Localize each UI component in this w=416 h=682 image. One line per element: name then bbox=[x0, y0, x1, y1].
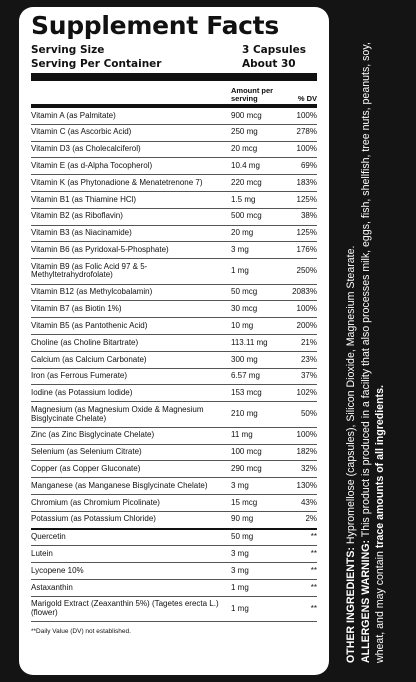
nutrient-amount: 10 mg bbox=[231, 320, 254, 330]
nutrient-dv: 176% bbox=[296, 245, 317, 255]
nutrient-amount: 3 mg bbox=[231, 245, 249, 255]
nutrient-amount: 50 mg bbox=[231, 532, 254, 542]
table-row bbox=[31, 530, 317, 547]
nutrient-dv: 23% bbox=[300, 354, 317, 364]
nutrient-dv: 183% bbox=[296, 177, 317, 187]
table-row bbox=[31, 445, 317, 462]
other-ingredients-text: Hypromellose (capsules), Silicon Dioxide, Magnesium Stearate. bbox=[345, 245, 357, 548]
table-row bbox=[31, 580, 317, 597]
allergens-text: This product is produced in a facility that also processes milk, eggs, fish, shellfish, tree nuts, peanuts, soy, wheat, and may contain bbox=[359, 42, 387, 663]
nutrient-dv: 43% bbox=[300, 497, 317, 507]
allergens-label: ALLERGENS WARNING: bbox=[359, 539, 372, 663]
table-row bbox=[31, 175, 317, 192]
nutrient-amount: 1 mg bbox=[231, 582, 249, 592]
nutrient-dv: 200% bbox=[296, 320, 317, 330]
table-row bbox=[31, 369, 317, 386]
nutrient-name: Vitamin E (as d-Alpha Tocopherol) bbox=[31, 161, 153, 171]
nutrient-dv: 21% bbox=[300, 337, 317, 347]
footnote: **Daily Value (DV) not established. bbox=[31, 628, 131, 636]
table-row bbox=[31, 242, 317, 259]
nutrient-dv: 130% bbox=[296, 480, 317, 490]
nutrient-name: Iron (as Ferrous Fumerate) bbox=[31, 371, 128, 381]
nutrient-amount: 153 mcg bbox=[231, 388, 262, 398]
nutrient-dv: 102% bbox=[296, 388, 317, 398]
nutrient-name: Lutein bbox=[31, 548, 53, 558]
allergens-emphasis: trace amounts of all ingredients. bbox=[374, 385, 387, 549]
nutrient-name: Marigold Extract (Zeaxanthin 5%) (Tagetes erecta L.) (flower) bbox=[31, 599, 219, 617]
table-row bbox=[31, 428, 317, 445]
nutrient-name: Magnesium (as Magnesium Oxide & Magnesium Bisglycinate Chelate) bbox=[31, 405, 204, 423]
table-row bbox=[31, 352, 317, 369]
thick-divider bbox=[31, 73, 317, 81]
nutrient-dv: 2% bbox=[305, 514, 317, 524]
table-row bbox=[31, 259, 317, 285]
table-row bbox=[31, 563, 317, 580]
table-row bbox=[31, 301, 317, 318]
nutrient-dv: 38% bbox=[300, 211, 317, 221]
table-row bbox=[31, 125, 317, 142]
servings-per-container-value: About 30 bbox=[242, 58, 296, 70]
nutrient-name: Copper (as Copper Gluconate) bbox=[31, 463, 141, 473]
nutrient-dv: ** bbox=[310, 565, 317, 575]
nutrient-amount: 210 mg bbox=[231, 409, 258, 419]
nutrient-dv: 100% bbox=[296, 110, 317, 120]
nutrient-dv: 69% bbox=[300, 161, 317, 171]
nutrient-name: Vitamin C (as Ascorbic Acid) bbox=[31, 127, 132, 137]
nutrient-amount: 900 mcg bbox=[231, 110, 262, 120]
nutrient-amount: 220 mcg bbox=[231, 177, 262, 187]
allergens-warning bbox=[359, 19, 388, 663]
nutrient-amount: 10.4 mg bbox=[231, 161, 260, 171]
nutrient-name: Vitamin B6 (as Pyridoxal-5-Phosphate) bbox=[31, 245, 169, 255]
panel-title: Supplement Facts bbox=[31, 11, 279, 40]
nutrient-amount: 3 mg bbox=[231, 480, 249, 490]
nutrient-dv: 182% bbox=[296, 447, 317, 457]
nutrient-dv: ** bbox=[310, 548, 317, 558]
other-ingredients-label: OTHER INGREDIENTS: bbox=[345, 547, 357, 663]
table-row bbox=[31, 192, 317, 209]
nutrient-dv: ** bbox=[310, 582, 317, 592]
amount-column-header: Amount per serving bbox=[231, 86, 274, 103]
table-row bbox=[31, 478, 317, 495]
nutrient-amount: 3 mg bbox=[231, 548, 249, 558]
nutrient-dv: ** bbox=[310, 603, 317, 613]
nutrient-dv: 100% bbox=[296, 144, 317, 154]
table-row bbox=[31, 318, 317, 335]
nutrient-name: Manganese (as Manganese Bisglycinate Chelate) bbox=[31, 480, 208, 490]
nutrient-dv: 125% bbox=[296, 194, 317, 204]
serving-size-label: Serving Size bbox=[31, 44, 105, 56]
nutrient-amount: 1.5 mg bbox=[231, 194, 256, 204]
nutrient-name: Vitamin B3 (as Niacinamide) bbox=[31, 228, 132, 238]
nutrient-dv: 250% bbox=[296, 266, 317, 276]
nutrient-dv: 32% bbox=[300, 463, 317, 473]
nutrient-amount: 15 mcg bbox=[231, 497, 258, 507]
nutrient-name: Lycopene 10% bbox=[31, 565, 84, 575]
table-row bbox=[31, 597, 317, 623]
nutrient-amount: 100 mcg bbox=[231, 447, 262, 457]
nutrient-dv: ** bbox=[310, 532, 317, 542]
nutrient-amount: 500 mcg bbox=[231, 211, 262, 221]
nutrient-amount: 30 mcg bbox=[231, 304, 258, 314]
nutrient-amount: 290 mcg bbox=[231, 463, 262, 473]
other-ingredients bbox=[344, 19, 359, 663]
table-row bbox=[31, 461, 317, 478]
nutrient-name: Chromium (as Chromium Picolinate) bbox=[31, 497, 160, 507]
serving-size-value: 3 Capsules bbox=[242, 44, 306, 56]
table-row bbox=[31, 209, 317, 226]
column-header bbox=[31, 81, 317, 103]
table-row bbox=[31, 285, 317, 302]
table-row bbox=[31, 226, 317, 243]
nutrient-name: Vitamin K (as Phytonadione & Menatetrenone 7) bbox=[31, 177, 203, 187]
nutrient-name: Choline (as Choline Bitartrate) bbox=[31, 337, 139, 347]
nutrient-name: Iodine (as Potassium Iodide) bbox=[31, 388, 133, 398]
nutrient-amount: 250 mg bbox=[231, 127, 258, 137]
nutrient-dv: 2083% bbox=[292, 287, 317, 297]
table-row bbox=[31, 402, 317, 428]
nutrient-name: Astaxanthin bbox=[31, 582, 73, 592]
nutrient-dv: 100% bbox=[296, 430, 317, 440]
nutrient-amount: 90 mg bbox=[231, 514, 254, 524]
nutrient-name: Vitamin B2 (as Riboflavin) bbox=[31, 211, 123, 221]
nutrient-name: Vitamin B7 (as Biotin 1%) bbox=[31, 304, 122, 314]
nutrient-amount: 6.57 mg bbox=[231, 371, 260, 381]
nutrient-amount: 11 mg bbox=[231, 430, 253, 440]
nutrient-dv: 50% bbox=[300, 409, 317, 419]
nutrient-amount: 20 mg bbox=[231, 228, 254, 238]
table-row bbox=[31, 108, 317, 125]
nutrient-name: Vitamin D3 (as Cholecalciferol) bbox=[31, 144, 141, 154]
serving-size-row bbox=[31, 43, 317, 57]
nutrient-dv: 278% bbox=[296, 127, 317, 137]
servings-per-container-row bbox=[31, 57, 317, 71]
table-row bbox=[31, 495, 317, 512]
nutrient-name: Selenium (as Selenium Citrate) bbox=[31, 447, 142, 457]
table-row bbox=[31, 158, 317, 175]
nutrient-amount: 1 mg bbox=[231, 266, 249, 276]
table-row bbox=[31, 335, 317, 352]
ingredients-side-text bbox=[338, 7, 408, 675]
nutrient-amount: 20 mcg bbox=[231, 144, 258, 154]
nutrient-name: Quercetin bbox=[31, 532, 66, 542]
nutrient-name: Vitamin B1 (as Thiamine HCl) bbox=[31, 194, 137, 204]
servings-per-container-label: Serving Per Container bbox=[31, 58, 162, 70]
nutrient-name: Vitamin B12 (as Methylcobalamin) bbox=[31, 287, 153, 297]
nutrient-name: Vitamin A (as Palmitate) bbox=[31, 110, 116, 120]
nutrient-name: Vitamin B5 (as Pantothenic Acid) bbox=[31, 320, 148, 330]
supplement-facts-panel bbox=[19, 7, 329, 675]
nutrient-name: Vitamin B9 (as Folic Acid 97 & 5-Methyltetrahydrofolate) bbox=[31, 261, 148, 280]
nutrient-name: Potassium (as Potassium Chloride) bbox=[31, 514, 156, 524]
nutrient-amount: 113.11 mg bbox=[231, 337, 268, 347]
nutrient-amount: 50 mcg bbox=[231, 287, 258, 297]
nutrient-dv: 37% bbox=[300, 371, 317, 381]
nutrient-amount: 1 mg bbox=[231, 603, 249, 613]
nutrient-amount: 300 mg bbox=[231, 354, 258, 364]
nutrient-name: Zinc (as Zinc Bisglycinate Chelate) bbox=[31, 430, 155, 440]
nutrient-dv: 125% bbox=[296, 228, 317, 238]
table-row bbox=[31, 546, 317, 563]
nutrient-name: Calcium (as Calcium Carbonate) bbox=[31, 354, 147, 364]
nutrient-amount: 3 mg bbox=[231, 565, 249, 575]
table-row bbox=[31, 512, 317, 530]
table-row bbox=[31, 385, 317, 402]
dv-column-header: % DV bbox=[297, 94, 317, 103]
table-row bbox=[31, 142, 317, 159]
nutrient-table bbox=[31, 108, 317, 622]
nutrient-dv: 100% bbox=[296, 304, 317, 314]
